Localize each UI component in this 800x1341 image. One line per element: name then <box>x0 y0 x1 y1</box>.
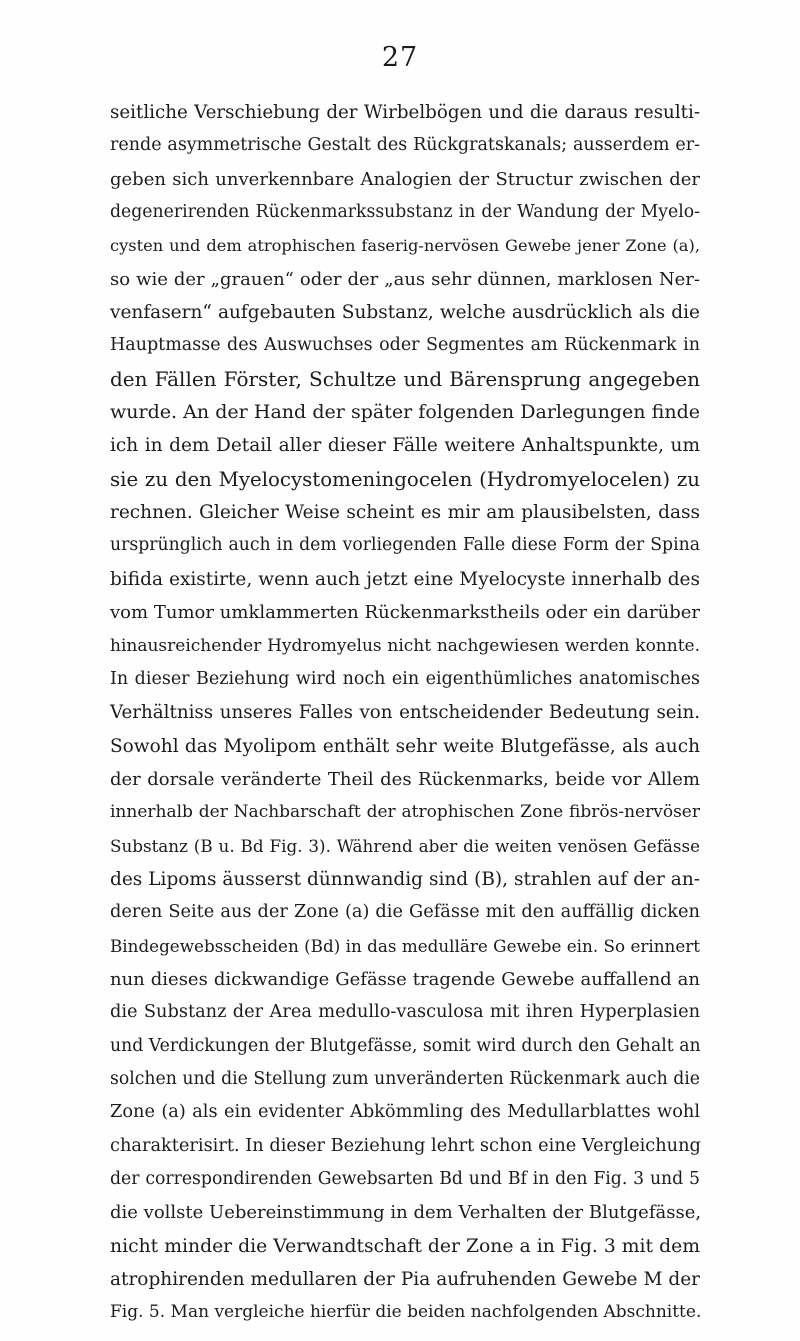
text-line: den Fällen Förster, Schultze und Bärensprung angegeben <box>110 366 700 391</box>
text-line: deren Seite aus der Zone (a) die Gefässe mit den auffällig dicken <box>110 902 700 923</box>
text-line: rende asymmetrische Gestalt des Rückgratskanals; ausserdem er- <box>110 135 700 156</box>
text-line: die vollste Uebereinstimmung in dem Verhalten der Blutgefässe, <box>110 1202 702 1224</box>
text-line: Substanz (B u. Bd Fig. 3). Während aber die weiten venösen Gefässe <box>110 835 700 856</box>
text-line: venfasern“ aufgebauten Substanz, welche ausdrücklich als die <box>110 302 700 324</box>
text-line: nicht minder die Verwandtschaft der Zone a in Fig. 3 mit dem <box>110 1235 700 1257</box>
text-line: solchen und die Stellung zum unveränderten Rückenmark auch die <box>110 1068 700 1089</box>
text-line: atrophirenden medullaren der Pia aufruhenden Gewebe M der <box>110 1269 700 1291</box>
text-line: und Verdickungen der Blutgefässe, somit wird durch den Gehalt an <box>110 1035 701 1056</box>
text-line: ich in dem Detail aller dieser Fälle weitere Anhaltspunkte, um <box>110 435 700 457</box>
text-line: In dieser Beziehung wird noch ein eigenthümliches anatomisches <box>110 668 700 689</box>
text-line: so wie der „grauen“ oder der „aus sehr dünnen, marklosen Ner- <box>110 268 700 290</box>
text-line: hinausreichender Hydromyelus nicht nachgewiesen werden konnte. <box>110 635 700 656</box>
text-line: Zone (a) als ein evidenter Abkömmling des Medullarblattes wohl <box>110 1102 700 1123</box>
text-line: nun dieses dickwandige Gefässe tragende Gewebe auffallend an <box>110 968 700 990</box>
text-line: seitliche Verschiebung der Wirbelbögen und die daraus resulti- <box>110 102 700 123</box>
text-line: sie zu den Myelocystomeningocelen (Hydromyelocelen) zu <box>110 467 700 491</box>
text-line: innerhalb der Nachbarschaft der atrophischen Zone fibrös-nervöser <box>110 802 700 823</box>
text-line: degenerirenden Rückenmarkssubstanz in der Wandung der Myelo- <box>110 202 700 223</box>
text-line: Sowohl das Myolipom enthält sehr weite Blutgefässe, als auch <box>110 735 700 757</box>
text-line: der dorsale veränderte Theil des Rückenmarks, beide vor Allem <box>110 768 700 790</box>
text-line: ursprünglich auch in dem vorliegenden Falle diese Form der Spina <box>110 535 700 556</box>
text-line: geben sich unverkennbare Analogien der Structur zwischen der <box>110 168 700 190</box>
text-line: Fig. 5. Man vergleiche hierfür die beiden nachfolgenden Abschnitte. <box>110 1302 702 1323</box>
page-number: 27 <box>381 42 419 73</box>
text-line: rechnen. Gleicher Weise scheint es mir am plausibelsten, dass <box>110 502 700 524</box>
text-line: die Substanz der Area medullo-vasculosa mit ihren Hyperplasien <box>110 1002 700 1023</box>
text-line: cysten und dem atrophischen faserig-nervösen Gewebe jener Zone (a), <box>110 236 700 256</box>
text-line: Hauptmasse des Auswuchses oder Segmentes am Rückenmark in <box>110 335 700 356</box>
text-line: vom Tumor umklammerten Rückenmarkstheils oder ein darüber <box>110 602 700 624</box>
text-line: Verhältniss unseres Falles von entscheidender Bedeutung sein. <box>110 702 700 724</box>
text-line: des Lipoms äusserst dünnwandig sind (B), strahlen auf der an- <box>110 868 700 890</box>
body-paragraph <box>110 96 700 1330</box>
text-line: der correspondirenden Gewebsarten Bd und Bf in den Fig. 3 und 5 <box>110 1169 700 1189</box>
text-line: bifida existirte, wenn auch jetzt eine Myelocyste innerhalb des <box>110 568 700 590</box>
text-line: Bindegewebsscheiden (Bd) in das medulläre Gewebe ein. So erinnert <box>110 935 700 956</box>
text-line: charakterisirt. In dieser Beziehung lehrt schon eine Vergleichung <box>110 1135 701 1156</box>
text-line: wurde. An der Hand der später folgenden Darlegungen finde <box>110 401 700 424</box>
